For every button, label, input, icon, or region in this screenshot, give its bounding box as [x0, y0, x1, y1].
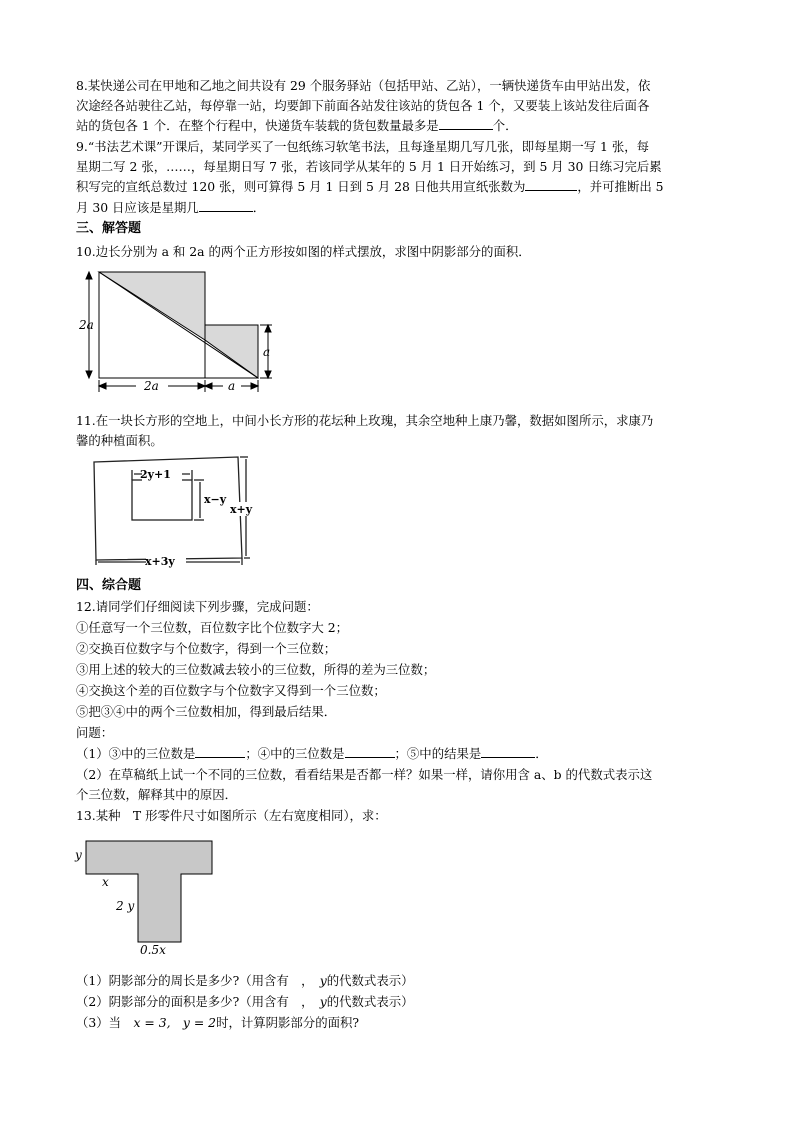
q10-text: 10.边长分别为 a 和 2a 的两个正方形按如图的样式摆放，求图中阴影部分的面积．	[76, 244, 531, 259]
q13-text: 13.某种 T 形零件尺寸如图所示（左右宽度相同），求：	[76, 808, 387, 823]
q12-intro: 12.请同学们仔细阅读下列步骤，完成问题：	[76, 599, 319, 614]
q12-blank-1[interactable]	[195, 745, 245, 758]
q13-part-2-d: 的代数式表示）	[326, 994, 414, 1009]
q11-figure	[90, 452, 270, 567]
q8-line2: 次途经各站驶往乙站，每停靠一站，均要卸下前面各站发往该站的货包各 1 个，又要装上该站发往后面各	[76, 98, 650, 113]
q12-part-2-line1: （2）在草稿纸上试一个不同的三位数，看看结果是否都一样？如果一样，请你用含 a、b 的代数式表示这	[76, 767, 653, 782]
q13-part-2-b: ，	[301, 994, 308, 1009]
q12-part-1	[76, 744, 726, 763]
q9-line2: 星期二写 2 张，……，每星期日写 7 张，若该同学从某年的 5 月 1 日开始练习，到 5 月 30 日练习完后累	[76, 159, 662, 174]
q8-line1: 8.某快递公司在甲地和乙地之间共设有 29 个服务驿站（包括甲站、乙站），一辆快递货车由甲站出发，依	[76, 78, 651, 93]
q10-figure	[76, 266, 286, 396]
q10-label-right: a	[263, 345, 271, 359]
q8-answer-blank[interactable]	[439, 117, 493, 130]
q11-inner-rect	[132, 480, 192, 520]
section-4-heading: 四、综合题	[76, 578, 142, 593]
q12-step-4: ④交换这个差的百位数字与个位数字又得到一个三位数；	[76, 683, 386, 698]
q11-label-outer-width: x+3y	[145, 555, 175, 568]
q12-part-1-b: ；④中的三位数是	[245, 746, 345, 761]
q13-part-1-y: y	[319, 973, 327, 988]
q9-line3-end: ，并可推断出 5	[577, 179, 664, 194]
q10-label-bottom-small: a	[228, 379, 236, 393]
q13-part-1-b: ，	[301, 973, 308, 988]
q13-part-2	[76, 992, 726, 1011]
q13-part-3-x: x = 3,	[133, 1015, 171, 1030]
q12-step-1: ①任意写一个三位数，百位数字比个位数字大 2；	[76, 620, 349, 635]
q12-part-1-d: ．	[535, 746, 548, 761]
q13-part-1	[76, 971, 726, 990]
q11-label-inner-width: 2y+1	[140, 468, 171, 481]
q9-line4-end: ．	[252, 200, 266, 215]
q12-step-5: ⑤把③④中的两个三位数相加，得到最后结果．	[76, 704, 337, 719]
q13-part-3-a: （3）当	[76, 1015, 122, 1030]
q13-part-3-d: 时，计算阴影部分的面积?	[216, 1015, 360, 1030]
section-3-heading: 三、解答题	[76, 221, 142, 236]
q13-part-2-y: y	[319, 994, 327, 1009]
q10-label-bottom-big: 2a	[144, 379, 159, 393]
q12-blank-3[interactable]	[481, 745, 535, 758]
q13-label-x: x	[102, 875, 109, 889]
q13-part-1-a: （1）阴影部分的周长是多少?（用含有	[76, 973, 289, 988]
q13-t-shape	[86, 841, 212, 942]
q10-label-left: 2a	[79, 318, 94, 332]
q9-answer-blank-2[interactable]	[199, 199, 253, 212]
q9-line4	[76, 198, 726, 217]
q11-label-outer-height: x+y	[230, 503, 253, 516]
q12-part-1-c: ；⑤中的结果是	[394, 746, 482, 761]
q13-part-1-d: 的代数式表示）	[326, 973, 414, 988]
q8-line3-text: 站的货包各 1 个．在整个行程中，快递货车装载的货包数量最多是	[76, 118, 439, 133]
q12-step-2: ②交换百位数字与个位数字，得到一个三位数；	[76, 641, 337, 656]
q13-label-half-x: 0.5x	[140, 943, 166, 957]
q13-label-y: y	[75, 848, 82, 862]
q11-line2: 馨的种植面积。	[76, 433, 163, 448]
q12-step-3: ③用上述的较大的三位数减去较小的三位数，所得的差为三位数；	[76, 662, 436, 677]
q8-line3-end: 个．	[492, 118, 518, 133]
q13-part-3-y: y = 2	[182, 1015, 217, 1030]
q12-blank-2[interactable]	[345, 745, 395, 758]
q12-part-1-a: （1）③中的三位数是	[76, 746, 196, 761]
q13-part-2-a: （2）阴影部分的面积是多少?（用含有	[76, 994, 289, 1009]
q12-part-2-line2: 个三位数，解释其中的原因．	[76, 787, 238, 802]
q8-line3	[76, 116, 726, 135]
q9-line4-text: 月 30 日应该是星期几	[76, 200, 199, 215]
q9-answer-blank-1[interactable]	[525, 178, 577, 191]
q9-line3-text: 积写完的宣纸总数过 120 张，则可算得 5 月 1 日到 5 月 28 日他共用宣纸张数为	[76, 179, 526, 194]
q9-line3	[76, 177, 726, 196]
q13-label-2y: 2 y	[116, 899, 135, 913]
q12-question-label: 问题：	[76, 725, 114, 740]
q13-figure	[74, 838, 224, 960]
q11-line1: 11.在一块长方形的空地上，中间小长方形的花坛种上玫瑰，其余空地种上康乃馨，数据如图所示，求康乃	[76, 413, 654, 428]
q9-line1: 9.“书法艺术课”开课后，某同学买了一包纸练习软笔书法，且每逢星期几写几张，即每星期一写 1 张，每	[76, 139, 650, 154]
q11-label-inner-height: x−y	[204, 493, 227, 506]
q13-part-3	[76, 1013, 726, 1032]
